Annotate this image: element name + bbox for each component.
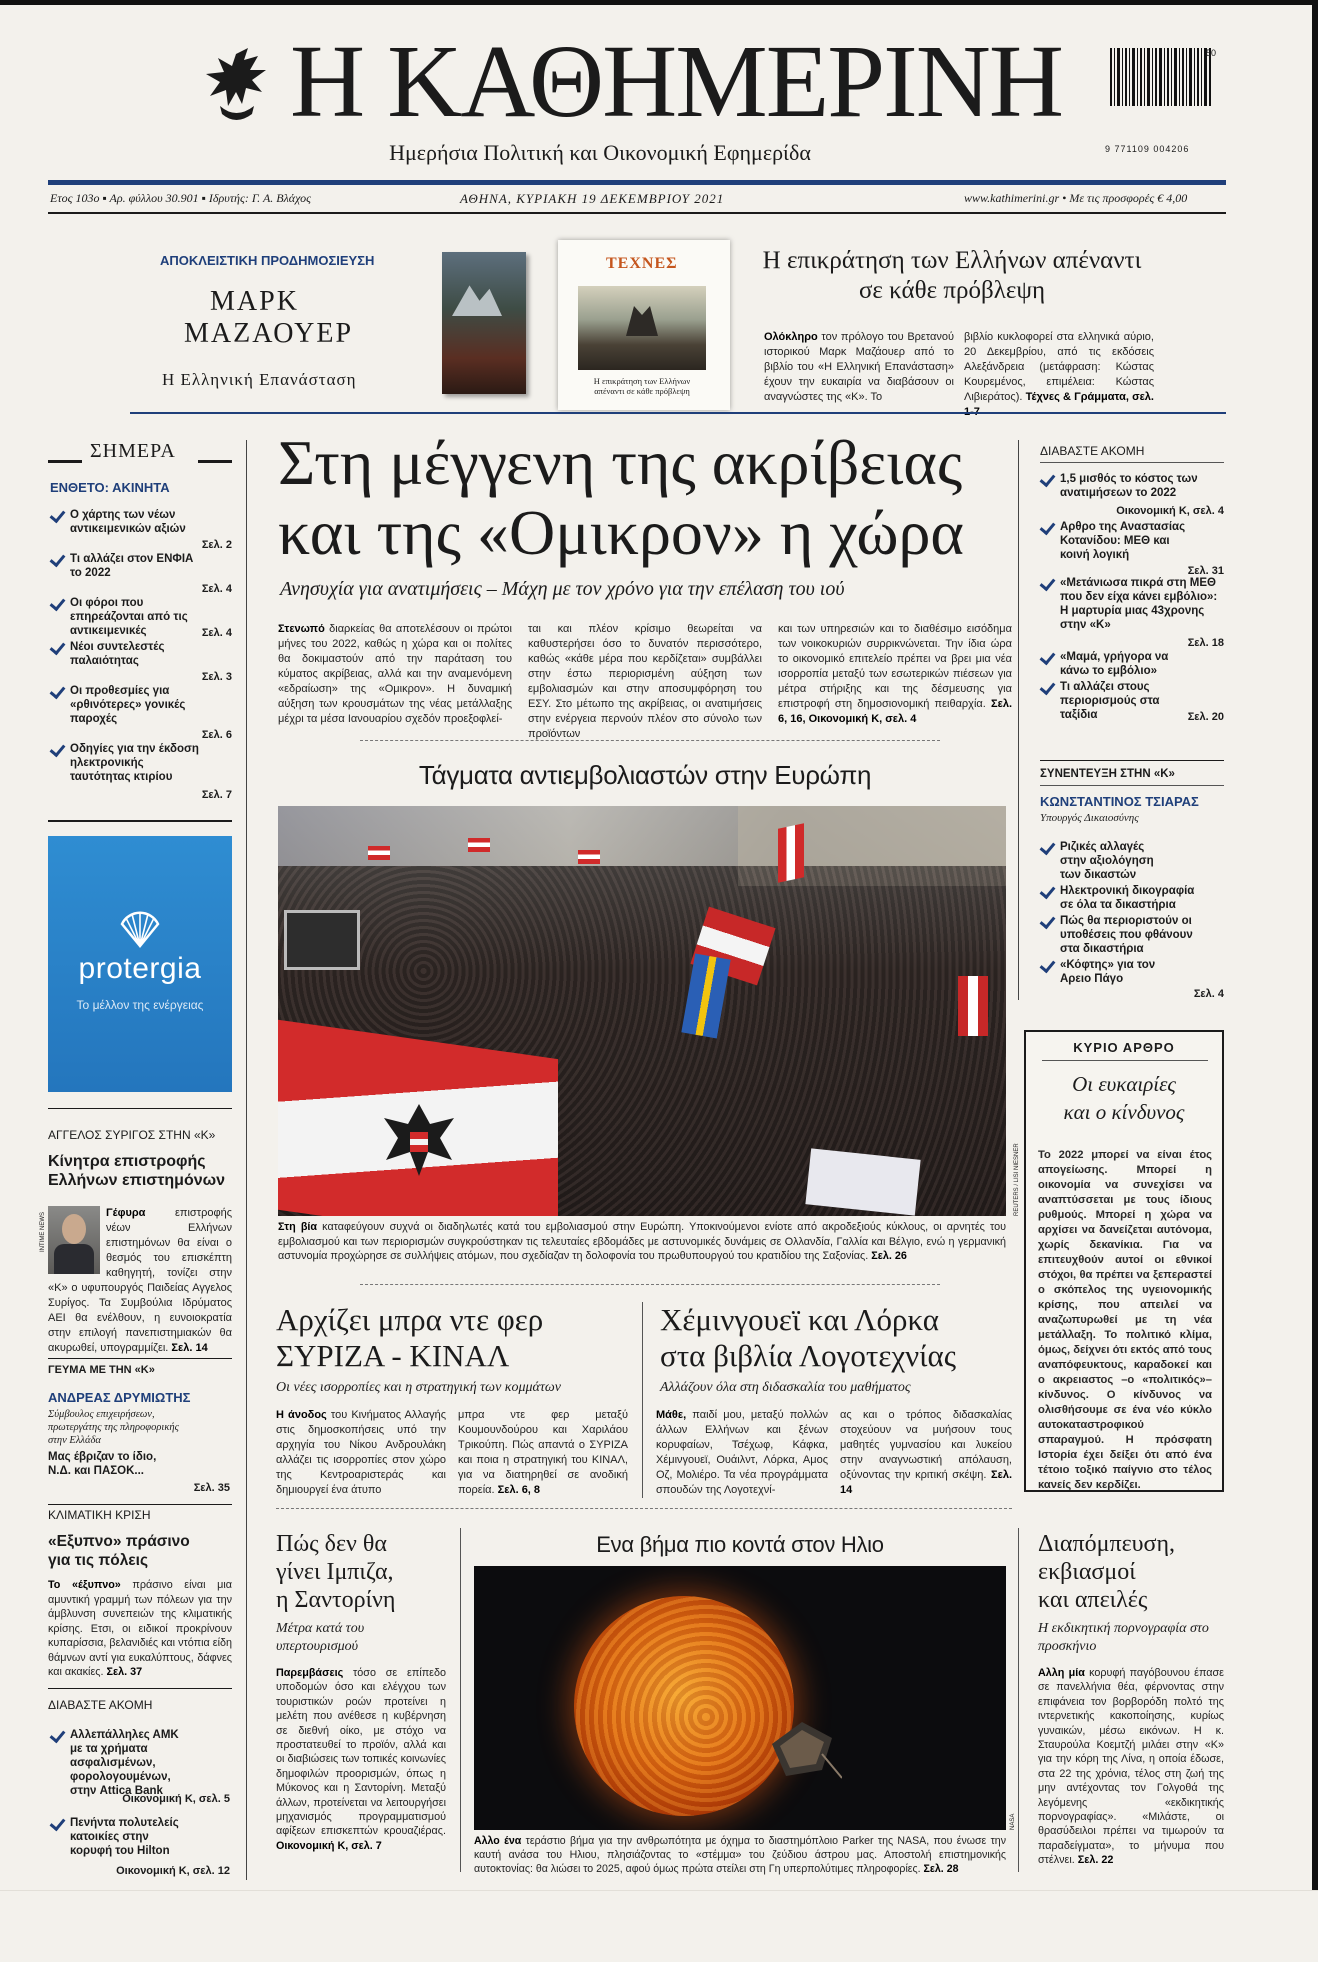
photo-caption-ref: Σελ. 26 [871, 1250, 907, 1262]
check-icon [1040, 472, 1054, 486]
scientists-story [40, 1128, 234, 1358]
syrigos-photo-credit: INTIME NEWS [40, 1212, 46, 1252]
ibiza-title-line1[interactable]: Πώς δεν θα [276, 1531, 387, 1557]
scientists-ref: Σελ. 14 [171, 1342, 208, 1354]
editorial-title-line1: Οι ευκαιρίες [1072, 1072, 1176, 1096]
main-ref: Σελ. 6, 16, Οικονομική Κ, σελ. 4 [778, 698, 1012, 725]
promo-bottom-rule [130, 412, 1226, 414]
main-headline-line2[interactable]: και της «Ομικρον» η χώρα [278, 497, 964, 568]
lunch-role: Σύμβουλος επιχειρήσεων, πρωτεργάτης της πληροφορικής στην Ελλάδα [48, 1409, 179, 1446]
today-item[interactable]: Οι φόροι που επηρεάζονται από τις αντικειμενικές Σελ. 4 [50, 596, 232, 636]
barcode-issue: 50 [1206, 48, 1217, 58]
ibiza-title-line3[interactable]: η Σαντορίνη [276, 1587, 396, 1613]
masthead-subtitle: Ημερήσια Πολιτική και Οικονομική Εφημερίδα [389, 140, 811, 165]
photo-caption-text: καταφεύγουν συχνά οι διαδηλωτές κατά του εμβολιασμού στην Ευρώπη. Υποκινούμενοι ενίοτε από ακροδεξιούς κύκλους, οι αρνητές του εμβολιασμού και των περιορισμών συγκρούστηκαν τις τελευταίες εβδομάδες με αστυνομικές δυνάμεις σε Ολλανδία, Γαλλία και Βέλγιο, ενώ η γερμανική αστυνομία προχώρησε σε συλλήψεις ατόμων, που σχεδίαζαν τη δολοφονία του πρωθυπουργού του κρατιδίου της Σαξονίας. [278, 1221, 1007, 1262]
read-more-header: ΔΙΑΒΑΣΤΕ ΑΚΟΜΗ [1040, 444, 1145, 458]
interview-item[interactable]: «Κόφτης» για τον Αρειο Πάγο [1040, 958, 1224, 986]
ibiza-story [276, 1530, 456, 1880]
syriza-lit-vrule [642, 1302, 643, 1498]
check-icon [50, 640, 64, 654]
check-icon [1040, 520, 1054, 534]
info-right: www.kathimerini.gr • Με τις προσφορές € 4,00 [964, 191, 1188, 205]
promo-body-col1 [764, 330, 954, 405]
sun-title[interactable]: Ενα βήμα πιο κοντά στον Ηλιο [596, 1532, 884, 1557]
promo-kicker: ΑΠΟΚΛΕΙΣΤΙΚΗ ΠΡΟΔΗΜΟΣΙΕΥΣΗ [160, 253, 375, 268]
interview-name[interactable]: ΚΩΝΣΤΑΝΤΙΝΟΣ ΤΣΙΑΡΑΣ [1040, 794, 1199, 809]
read-more [1040, 440, 1226, 730]
photo-caption-lead: Στη βία [278, 1221, 318, 1233]
harassment-story [1038, 1530, 1226, 1880]
literature-col2 [840, 1408, 1012, 1498]
literature-title-line1[interactable]: Χέμινγουεϊ και Λόρκα [660, 1302, 940, 1337]
editorial [1024, 1030, 1224, 1492]
read-more-2-header: ΔΙΑΒΑΣΤΕ ΑΚΟΜΗ [48, 1698, 153, 1712]
sun-photo-credit: NASA [1010, 1813, 1016, 1830]
barcode-number: 9 771109 004206 [1105, 144, 1190, 154]
read-more-2-item[interactable]: Πενήντα πολυτελείς κατοικίες στην κορυφή του Hilton Οικονομική Κ, σελ. 12 [50, 1816, 230, 1876]
literature-lead-word: Μάθε, [656, 1409, 687, 1421]
read-more-rule [1040, 462, 1224, 463]
syriza-col2-text: μπρα ντε φερ μεταξύ Κουμουνδούρου και Χαριλάου Τρικούπη. Πώς απαντά ο ΣΥΡΙΖΑ και ποια η στρατηγική του ΚΙΝΑΛ, για να διατηρηθεί σε ανοδική πορεία. [458, 1409, 628, 1496]
check-icon [1040, 958, 1054, 972]
today-item[interactable]: Τι αλλάζει στον ΕΝΦΙΑ το 2022 Σελ. 4 [50, 552, 232, 592]
promo-lead-word: Ολόκληρο [764, 331, 818, 343]
syriza-col1-text: του Κινήματος Αλλαγής στις δημοσκοπήσεις υπό την αρχηγία του Νίκου Ανδρουλάκη αλλάζει τις ισορροπίες στον χώρο της Κεντροαριστεράς και δημιουργεί ένα άτυπο [276, 1409, 447, 1496]
protergia-ad[interactable] [48, 836, 232, 1092]
magazine-painting [578, 286, 706, 370]
ibiza-vrule [460, 1528, 461, 1872]
climate-header: ΚΛΙΜΑΤΙΚΗ ΚΡΙΣΗ [48, 1508, 151, 1522]
today-item[interactable]: Ο χάρτης των νέων αντικειμενικών αξιών Σελ. 2 [50, 508, 232, 548]
masthead [0, 0, 1318, 230]
read-more-item[interactable]: «Μαμά, γρήγορα να κάνω το εμβόλιο» [1040, 650, 1224, 678]
harassment-lead-word: Αλλη μία [1038, 1667, 1085, 1679]
interview-page: Σελ. 4 [1193, 988, 1224, 1000]
read-more-2 [48, 1692, 232, 1877]
climate-body-text: πράσινο είναι μια αμυντική γραμμή των πόλεων για την άμβλυνση συνεπειών της κλιματικής κρίσης. Ετσι, οι ειδικοί προκρίνουν κυπαρίσσια, βελανιδιές και ντόπια είδη θάμνων αντί για ευκαλύπτους, δάφνες και ακακίες. [48, 1579, 233, 1678]
check-icon [50, 596, 64, 610]
page-frame-right [1312, 0, 1318, 1962]
ibiza-title-line2[interactable]: γίνει Ιμπιζα, [276, 1559, 394, 1585]
book-cover-image [442, 252, 526, 394]
ibiza-body-text: τόσο σε επίπεδο υποδομών όσο και ελέγχου των τουριστικών ροών προτείνει η μελέτη που ανέθεσε η κυβέρνηση σε διεθνή οίκο, με στόχο να προστατευθεί το προϊόν, αλλά και οι διαβιώσεις των τοπικές κοινωνίες δημοφιλών προορισμών, όπως η Μύκονος και η Σαντορίνη. Μεταξύ άλλων, προτείνεται να λειτουργήσει μηχανισμός προγραμματισμού αφίξεων επισκεπτών κρουαζιέρας. [276, 1667, 446, 1838]
today-item[interactable]: Οι προθεσμίες για «ρθινότερες» γονικές παροχές Σελ. 6 [50, 684, 232, 728]
editorial-header-rule [1042, 1060, 1208, 1061]
promo-body-col2 [964, 330, 1154, 420]
main-subhead: Ανησυχία για ανατιμήσεις – Μάχη με τον χρόνο για την επέλαση του ιού [280, 578, 845, 600]
syriza-col1 [276, 1408, 446, 1498]
read-more-item[interactable]: Αρθρο της Αναστασίας Κοτανίδου: ΜΕΘ και κοινή λογική Σελ. 31 [1040, 520, 1224, 580]
right-col-vrule [1018, 440, 1019, 1000]
lunch-quote[interactable]: Μας έβριζαν το ίδιο, Ν.Δ. και ΠΑΣΟΚ... [48, 1451, 157, 1477]
climate-body [48, 1578, 232, 1680]
interview-item[interactable]: Πώς θα περιοριστούν οι υποθέσεις που φθάνουν στα δικαστήρια [1040, 914, 1224, 958]
literature-col1 [656, 1408, 828, 1498]
photo-dashed-rule [360, 1284, 940, 1285]
main-dashed-rule [360, 740, 940, 741]
harassment-ref: Σελ. 22 [1077, 1854, 1114, 1867]
ad-brand: protergia [78, 952, 202, 985]
syriza-col2 [458, 1408, 628, 1498]
scientists-body [48, 1206, 232, 1356]
ibiza-body [276, 1666, 446, 1853]
lunch-name: ΑΝΔΡΕΑΣ ΔΡΥΜΙΩΤΗΣ [48, 1390, 191, 1405]
check-icon [50, 1728, 64, 1742]
check-icon [1040, 914, 1054, 928]
info-left: Ετος 103ο ▪ Αρ. φύλλου 30.901 ▪ Ιδρυτής: Γ. Α. Βλάχος [50, 191, 312, 205]
promo-author-line1: ΜΑΡΚ [210, 286, 299, 317]
main-col3-text: και των υπηρεσιών και το διαθέσιμο εισόδημα των νοικοκυριών συρρικνώνεται. Την ίδια ώρα το οικονομικό επιτελείο πρέπει να βρει μια νέα ισορροπία μεταξύ των εσωτερικών πιέσεων για μέτρα στήριξης και της δέσμευσης για επιστροφή στη δημοσιονομική πειθαρχία. [778, 623, 1012, 710]
interview-item[interactable]: Ηλεκτρονική δικογραφία σε όλα τα δικαστήρια [1040, 884, 1224, 912]
promo-ref: Τέχνες & Γράμματα, σελ. [1025, 391, 1154, 403]
syriza-ref: Σελ. 6, 8 [497, 1484, 541, 1496]
masthead-rule-bottom [48, 212, 1226, 214]
editorial-body: Το 2022 μπορεί να είναι έτος απογείωσης. Μπορεί η οικονομία να συνεχίσει να αναπτύσσεται με τους ίδιους ρυθμούς. Μπορεί η χώρα να αρχίσει να δανείζεται αυτόνομα, χωρίς δεκανίκια. Για να επιτευχθούν αυτοί οι εθνικοί στόχοι, θα πρέπει να ξεπεραστεί ο σκόπελος της υγειονομικής κρίσης, που απειλεί να αναζωπυρωθεί με τη νέα μετάλλαξη. Το πολιτικό κλίμα, όμως, δείχνει ότι εκτός από τους αναπόφευκτους, καραδοκεί και ο ακρειαστος –ο «πολιτικός»– κίνδυνος. Ο κίνδυνος να ολισθήσουμε σε ένα νέο κύκλο αυτοκαταστροφικού σπαραγμού. Η πρόσφατη Ιστορία έχει δείξει ότι από ένα τέτοιο τοξικό παίγνιο στο τέλος κανείς δεν κερδίζει. [1038, 1149, 1212, 1491]
check-icon [1040, 650, 1054, 664]
harassment-body-text: κορυφή παγόβουνου έπασε σε πανελλήνια θέα, φέρνοντας στην επιφάνεια τον βορβορόδη πολτό της ιντερνετικής κακοποίησης, κυρίως γυναικών, μέσω εικόνων. Η κ. Σταυρούλα Κοεμτζή μιλάει στην «Κ» για την κόρη της Λίνα, η οποία έδωσε, στα 22 της χρόνια, τέλος στη ζωή της μην αντέχοντας τον Γολγοθά της λεγόμενης «εκδικητικής πορνογραφίας». «Μιλάστε, οι θρασύδειλοι πρέπει να τιμωρούν τα παραδείγματα», το μήνυμα που στέλνει. [1038, 1667, 1224, 1867]
promo-section [130, 240, 1230, 420]
literature-ref: Σελ. 14 [840, 1469, 1012, 1496]
harassment-title-line1[interactable]: Διαπόμπευση, [1038, 1531, 1176, 1557]
tehnes-magazine [558, 240, 730, 410]
interview-rule [1040, 760, 1224, 761]
magazine-caption: Η επικράτηση των Ελλήνων απέναντι σε κάθε πρόβλεψη [593, 376, 691, 396]
literature-story [656, 1300, 1012, 1500]
check-icon [50, 684, 64, 698]
read-more-2-item[interactable]: Αλλεπάλληλες ΑΜΚ με τα χρήματα ασφαλισμένων, φορολογουμένων, στην Attica Bank Οικονομική Κ, σελ. 5 [50, 1728, 230, 1804]
mid-dashed-rule [276, 1508, 1012, 1509]
left-col-divider [48, 1504, 232, 1505]
promo-body-col1-text: τον πρόλογο του Βρετανού ιστορικού Μαρκ Μαζάουερ από το βιβλίο του «Η Ελληνική Επανάσταση» έχουν την ευκαιρία να διαβάσουν οι αναγνώστες της «Κ». Το [764, 331, 954, 403]
lunch-ref: Σελ. 35 [193, 1482, 230, 1494]
today-insert: ΕΝΘΕΤΟ: ΑΚΙΝΗΤΑ [50, 480, 170, 495]
literature-col1-text: παιδί μου, μεταξύ πολλών άλλων Ελλήνων και ξένων κορυφαίων, Τσέχωφ, Κάφκα, Χέμινγουεϊ, Ουάιλντ, Λόρκα, Αμος Οζ, Μολιέρο. Τα νέα προγράμματα σπουδών της Λογοτεχνί- [656, 1409, 829, 1496]
literature-title-line2[interactable]: στα βιβλία Λογοτεχνίας [660, 1338, 956, 1373]
masthead-rule-top [48, 180, 1226, 185]
left-col-divider [48, 1108, 232, 1109]
left-col-vrule [246, 440, 247, 1880]
ibiza-subhead: Μέτρα κατά του υπερτουρισμού [276, 1621, 365, 1654]
climate-ref: Σελ. 37 [106, 1666, 143, 1678]
main-lead-word: Στενωπό [278, 623, 325, 635]
scientists-header: ΑΓΓΕΛΟΣ ΣΥΡΙΓΟΣ ΣΤΗΝ «Κ» [48, 1128, 216, 1142]
photo-credit: REUTERS / LISI NIESNER [1014, 1143, 1020, 1216]
syriza-lead-word: Η άνοδος [276, 1409, 327, 1421]
literature-col2-text: ας και ο τρόπος διδασκαλίας στοχεύουν να μυήσουν τους μαθητές γυμνασίου και λυκείου στην αναγνωστική απόλαυση, οξύνοντας την κριτική σκέψη. [840, 1409, 1012, 1481]
interview [1040, 760, 1226, 1000]
today-rule-right [198, 460, 232, 463]
editorial-title-line2: και ο κίνδυνος [1063, 1100, 1185, 1124]
check-icon [1040, 884, 1054, 898]
harassment-subhead: Η εκδικητική πορνογραφία στο προσκήνιο [1038, 1621, 1209, 1654]
page-bottom-edge [0, 1890, 1318, 1962]
read-more-item[interactable]: Τι αλλάζει στους περιορισμούς στα ταξίδια Σελ. 20 [1040, 680, 1224, 726]
check-icon [1040, 680, 1054, 694]
lunch-story [48, 1364, 232, 1504]
sun-vrule [1018, 1528, 1019, 1872]
syriza-title-line1[interactable]: Αρχίζει μπρα ντε φερ [276, 1302, 544, 1337]
today-header: ΣΗΜΕΡΑ [90, 440, 176, 462]
barcode [1110, 48, 1222, 118]
left-col-divider [48, 1688, 232, 1689]
interview-role: Υπουργός Δικαιοσύνης [1040, 812, 1139, 824]
scientists-body-text: επιστροφής νέων Ελλήνων επιστημόνων θα είναι ο θεσμός του επισκέπτη καθηγητή, τονίζει στην «Κ» ο υφυπουργός Παιδείας Αγγελος Συρίγος. Τα Συμβούλια Ιδρύματος ΑΕΙ θα ενέλθουν, η ευνοιοκρατία στην επιλογή πανεπιστημιακών θα ακυρωθεί, υπογραμμίζει. [48, 1207, 232, 1354]
ad-tagline: Το μέλλον της ενέργειας [76, 998, 204, 1012]
today-item[interactable]: Οδηγίες για την έκδοση ηλεκτρονικής ταυτότητας κτιρίου Σελ. 7 [50, 742, 232, 802]
main-col3 [778, 622, 1012, 727]
left-col-divider [48, 1358, 232, 1359]
main-col2: ται και πλέον κρίσιμο θεωρείται να καθυστερήσει όσο το δυνατόν περισσότερο, καθώς «κάθε μέρα που κερδίζεται» συμβάλλει στην έστω περιορισμένη αύξηση των εμβολιασμών και στην αποσυμφόρηση του ΕΣΥ. Στο μέτωπο της ακρίβειας, οι ανατιμήσεις στην ενέργεια περνούν πλέον στο σύνολο των προϊόντων [528, 623, 762, 740]
griffin-logo-icon [196, 44, 276, 124]
climate-story [48, 1508, 232, 1684]
shell-logo-icon [118, 908, 162, 948]
syriza-subhead: Οι νέες ισορροπίες και η στρατηγική των κομμάτων [276, 1380, 562, 1395]
scientists-lead-word: Γέφυρα [106, 1207, 146, 1219]
main-col1-text: διαρκείας θα αποτελέσουν οι πρώτοι μήνες του 2022, καθώς η χώρα και οι πολίτες θα δοκιμαστούν από την παράταση του κύματος ακρίβειας, αλλά και την αναμενόμενη «εδραίωση» της «Ομικρον». Η δυναμική αύξηση των κρουσμάτων της νέας μετάλλαξης μέχρι τα μέσα Ιανουαρίου σχεδόν προεξοφλεί- [278, 623, 512, 725]
today-item[interactable]: Νέοι συντελεστές παλαιότητας Σελ. 3 [50, 640, 232, 680]
sun-caption-ref: Σελ. 28 [923, 1863, 959, 1875]
interview-rule-2 [1040, 785, 1224, 786]
read-more-item[interactable]: «Μετάνιωσα πικρά στη ΜΕΘ που δεν είχα κάνει εμβόλιο»: Η μαρτυρία μιας 43χρονης στην «Κ» Σελ. 18 [1040, 576, 1224, 658]
read-more-item[interactable]: 1,5 μισθός το κόστος των ανατιμήσεων το 2022 Οικονομική Κ, σελ. 4 [1040, 472, 1224, 518]
check-icon [50, 508, 64, 522]
scientists-title[interactable]: Κίνητρα επιστροφής Ελλήνων επιστημόνων [48, 1153, 226, 1189]
climate-title[interactable]: «Εξυπνο» πράσινο για τις πόλεις [48, 1533, 190, 1569]
interview-header: ΣΥΝΕΝΤΕΥΞΗ ΣΤΗΝ «Κ» [1040, 768, 1175, 780]
lunch-header: ΓΕΥΜΑ ΜΕ ΤΗΝ «Κ» [48, 1364, 155, 1376]
editorial-header: ΚΥΡΙΟ ΑΡΘΡΟ [1073, 1040, 1175, 1055]
today-rule-left [48, 460, 82, 463]
today-box [48, 436, 233, 816]
promo-book-title: Η Ελληνική Επανάσταση [162, 370, 357, 389]
check-icon [50, 742, 64, 756]
magazine-name: ΤΕΧΝΕΣ [606, 255, 678, 272]
harassment-title-line2[interactable]: εκβιασμοί [1038, 1559, 1136, 1585]
promo-author-line2: ΜΑΖΑΟΥΕΡ [184, 318, 354, 349]
check-icon [50, 1816, 64, 1830]
photo-caption [278, 1220, 1006, 1264]
sun-photo [474, 1566, 1006, 1830]
check-icon [50, 552, 64, 566]
check-icon [1040, 840, 1054, 854]
syriza-story [276, 1300, 632, 1500]
promo-headline: Η επικράτηση των Ελλήνων απέναντι σε κάθε πρόβλεψη [762, 247, 1142, 304]
sun-caption-text: τεράστιο βήμα για την ανθρωπότητα με όχημα το διαστημόπλοιο Parker της NASA, που ένωσε την καυτή ανάσα του Ηλιου, πλησιάζοντας το «στέμμα» του ζεύδιου άστρου μας. Αποστολή επιστημονικής αυτοκτονίας: θα λιώσει το 2025, αφού όμως πρώτα στείλει στη Γη υπερπολύτιμες πληροφορίες. [474, 1835, 1006, 1875]
harassment-title-line3[interactable]: και απειλές [1038, 1587, 1148, 1613]
sun-caption-lead: Αλλο ένα [474, 1835, 522, 1847]
main-col1 [278, 622, 512, 727]
sun-caption [474, 1834, 1006, 1876]
main-headline-line1[interactable]: Στη μέγγενη της ακρίβειας [278, 427, 963, 498]
ibiza-ref: Οικονομική Κ, σελ. 7 [276, 1839, 382, 1852]
masthead-title: Η ΚΑΘΗΜΕΡΙΝΗ [290, 24, 1062, 139]
climate-lead-word: Το «έξυπνο» [48, 1579, 121, 1591]
harassment-body [1038, 1666, 1224, 1868]
check-icon [1040, 576, 1054, 590]
literature-subhead: Αλλάζουν όλα στη διδασκαλία του μαθήματος [660, 1380, 911, 1395]
photo-story-title[interactable]: Τάγματα αντιεμβολιαστών στην Ευρώπη [418, 760, 872, 790]
ibiza-lead-word: Παρεμβάσεις [276, 1667, 344, 1679]
syriza-title-line2[interactable]: ΣΥΡΙΖΑ - ΚΙΝΑΛ [276, 1338, 510, 1373]
protest-photo [278, 806, 1006, 1216]
interview-item[interactable]: Ριζικές αλλαγές στην αξιολόγηση των δικαστών [1040, 840, 1224, 880]
left-col-divider [48, 820, 232, 822]
info-center: ΑΘΗΝΑ, ΚΥΡΙΑΚΗ 19 ΔΕΚΕΜΒΡΙΟΥ 2021 [460, 191, 725, 206]
promo-body-col2-text: βιβλίο κυκλοφορεί στα ελληνικά αύριο, 20 Δεκεμβρίου, από τις εκδόσεις Αλεξάνδρεια (μετάφραση: Κώστας Κουρεμένος, επιμέλεια: Κώστας Λιβιεράτος). [964, 331, 1154, 403]
